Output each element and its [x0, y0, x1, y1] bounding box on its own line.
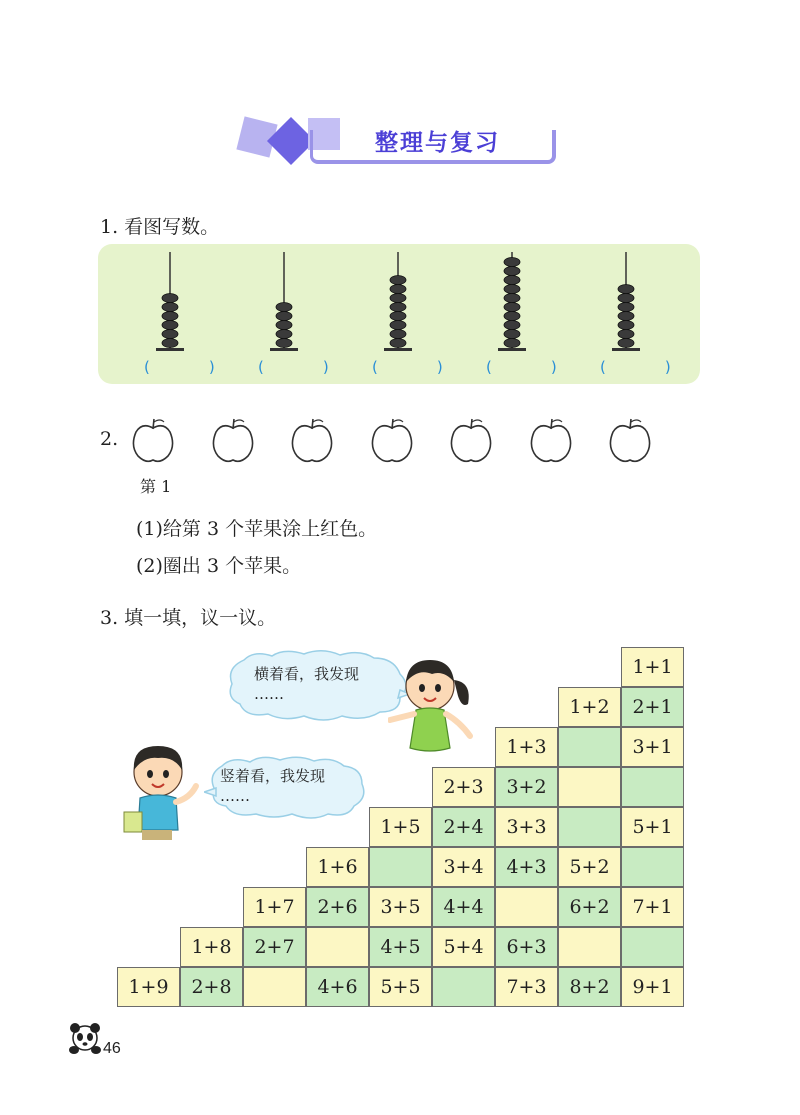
table-cell: 6+2 [558, 887, 621, 927]
abacus-bead [504, 321, 520, 330]
table-cell: 3+1 [621, 727, 684, 767]
apple-icon[interactable] [130, 416, 176, 464]
abacus-bead [390, 285, 406, 294]
abacus-base [156, 348, 184, 351]
table-cell: 2+3 [432, 767, 495, 807]
table-cell: 8+2 [558, 967, 621, 1007]
table-cell-blank[interactable] [621, 847, 684, 887]
table-cell: 9+1 [621, 967, 684, 1007]
abacus-bead [390, 321, 406, 330]
abacus-base [498, 348, 526, 351]
abacus-bead [504, 294, 520, 303]
table-cell: 2+1 [621, 687, 684, 727]
abacus-bead [618, 339, 634, 348]
table-cell: 2+4 [432, 807, 495, 847]
table-cell: 1+3 [495, 727, 558, 767]
page-number: 46 [103, 1040, 121, 1057]
table-cell-blank[interactable] [558, 767, 621, 807]
table-cell-blank[interactable] [432, 967, 495, 1007]
table-cell: 7+1 [621, 887, 684, 927]
apple-icon[interactable] [210, 416, 256, 464]
first-apple-label: 第 1 [140, 477, 172, 496]
table-cell: 4+5 [369, 927, 432, 967]
apple-icon[interactable] [369, 416, 415, 464]
abacus-bead [618, 312, 634, 321]
apple-icon[interactable] [528, 416, 574, 464]
abacus-bead [162, 330, 178, 339]
abacus-bead [618, 321, 634, 330]
table-cell: 3+5 [369, 887, 432, 927]
table-cell: 1+8 [180, 927, 243, 967]
q2-item-2: (2)圈出 3 个苹果。 [136, 555, 302, 577]
table-cell-blank[interactable] [558, 727, 621, 767]
table-cell: 2+8 [180, 967, 243, 1007]
abacus-bead [162, 303, 178, 312]
abacus-bead [504, 285, 520, 294]
table-cell-blank[interactable] [495, 887, 558, 927]
apple-icon[interactable] [289, 416, 335, 464]
q2-item-1: (1)给第 3 个苹果涂上红色。 [136, 518, 378, 540]
table-cell: 1+5 [369, 807, 432, 847]
abacus-bead [390, 276, 406, 285]
q1-label: 1. 看图写数。 [100, 216, 220, 238]
abacus-bead [276, 303, 292, 312]
table-cell: 5+1 [621, 807, 684, 847]
table-cell: 2+6 [306, 887, 369, 927]
abacus-bead [162, 312, 178, 321]
table-cell: 4+3 [495, 847, 558, 887]
girl-bubble-line-1: 横着看，我发现 [254, 665, 360, 683]
table-cell: 2+7 [243, 927, 306, 967]
abacus-bead [390, 312, 406, 321]
table-cell-blank[interactable] [621, 927, 684, 967]
table-cell: 7+3 [495, 967, 558, 1007]
abacus-bead [504, 330, 520, 339]
table-cell: 3+4 [432, 847, 495, 887]
apple-icon[interactable] [607, 416, 653, 464]
abacus-bead [504, 339, 520, 348]
table-cell-blank[interactable] [306, 927, 369, 967]
table-cell-blank[interactable] [558, 927, 621, 967]
table-cell: 3+3 [495, 807, 558, 847]
abacus-bead [504, 276, 520, 285]
abacus-bead [390, 294, 406, 303]
girl-speech-bubble [224, 648, 410, 722]
apple-icon[interactable] [448, 416, 494, 464]
table-cell: 1+6 [306, 847, 369, 887]
abacus-bead [162, 294, 178, 303]
abacus-bead [276, 321, 292, 330]
table-cell: 1+7 [243, 887, 306, 927]
table-cell-blank[interactable] [558, 807, 621, 847]
page-title: 整理与复习 [375, 129, 500, 156]
abacus-bead [390, 303, 406, 312]
abacus-bead [276, 312, 292, 321]
q3-label: 3. 填一填，议一议。 [100, 607, 277, 629]
girl-illustration [388, 652, 474, 756]
table-cell-blank[interactable] [621, 767, 684, 807]
table-cell: 1+1 [621, 647, 684, 687]
abacus-bead [504, 258, 520, 267]
table-cell-blank[interactable] [369, 847, 432, 887]
abacus-base [384, 348, 412, 351]
answer-blank[interactable]: ( ) [258, 358, 351, 376]
abacus-bead [504, 303, 520, 312]
table-cell: 5+2 [558, 847, 621, 887]
abacus-bead [618, 285, 634, 294]
boy-bubble-line-2: …… [220, 787, 250, 805]
abacus-bead [504, 267, 520, 276]
abacus-bead [504, 312, 520, 321]
answer-blank[interactable]: ( ) [144, 358, 237, 376]
girl-bubble-line-2: …… [254, 685, 284, 703]
abacus-bead [276, 330, 292, 339]
abacus-bead [618, 294, 634, 303]
q2-label: 2. [100, 428, 119, 450]
table-cell: 4+4 [432, 887, 495, 927]
abacus-panel [98, 244, 700, 384]
section-banner [240, 112, 570, 172]
boy-illustration [120, 742, 204, 842]
abacus-bead [618, 330, 634, 339]
abacus-bead [618, 303, 634, 312]
boy-bubble-line-1: 竖着看，我发现 [220, 767, 326, 785]
table-cell: 5+5 [369, 967, 432, 1007]
abacus-bead [390, 339, 406, 348]
answer-blank[interactable]: ( ) [486, 358, 579, 376]
table-cell: 6+3 [495, 927, 558, 967]
answer-blank[interactable]: ( ) [372, 358, 465, 376]
table-cell: 3+2 [495, 767, 558, 807]
abacus-bead [162, 321, 178, 330]
table-cell: 5+4 [432, 927, 495, 967]
abacus-bead [390, 330, 406, 339]
abacus-base [612, 348, 640, 351]
table-cell: 1+2 [558, 687, 621, 727]
panda-icon [68, 1020, 102, 1056]
table-cell: 4+6 [306, 967, 369, 1007]
abacus-bead [276, 339, 292, 348]
abacus-bead [162, 339, 178, 348]
abacus-base [270, 348, 298, 351]
table-cell-blank[interactable] [243, 967, 306, 1007]
answer-blank[interactable]: ( ) [600, 358, 693, 376]
table-cell: 1+9 [117, 967, 180, 1007]
